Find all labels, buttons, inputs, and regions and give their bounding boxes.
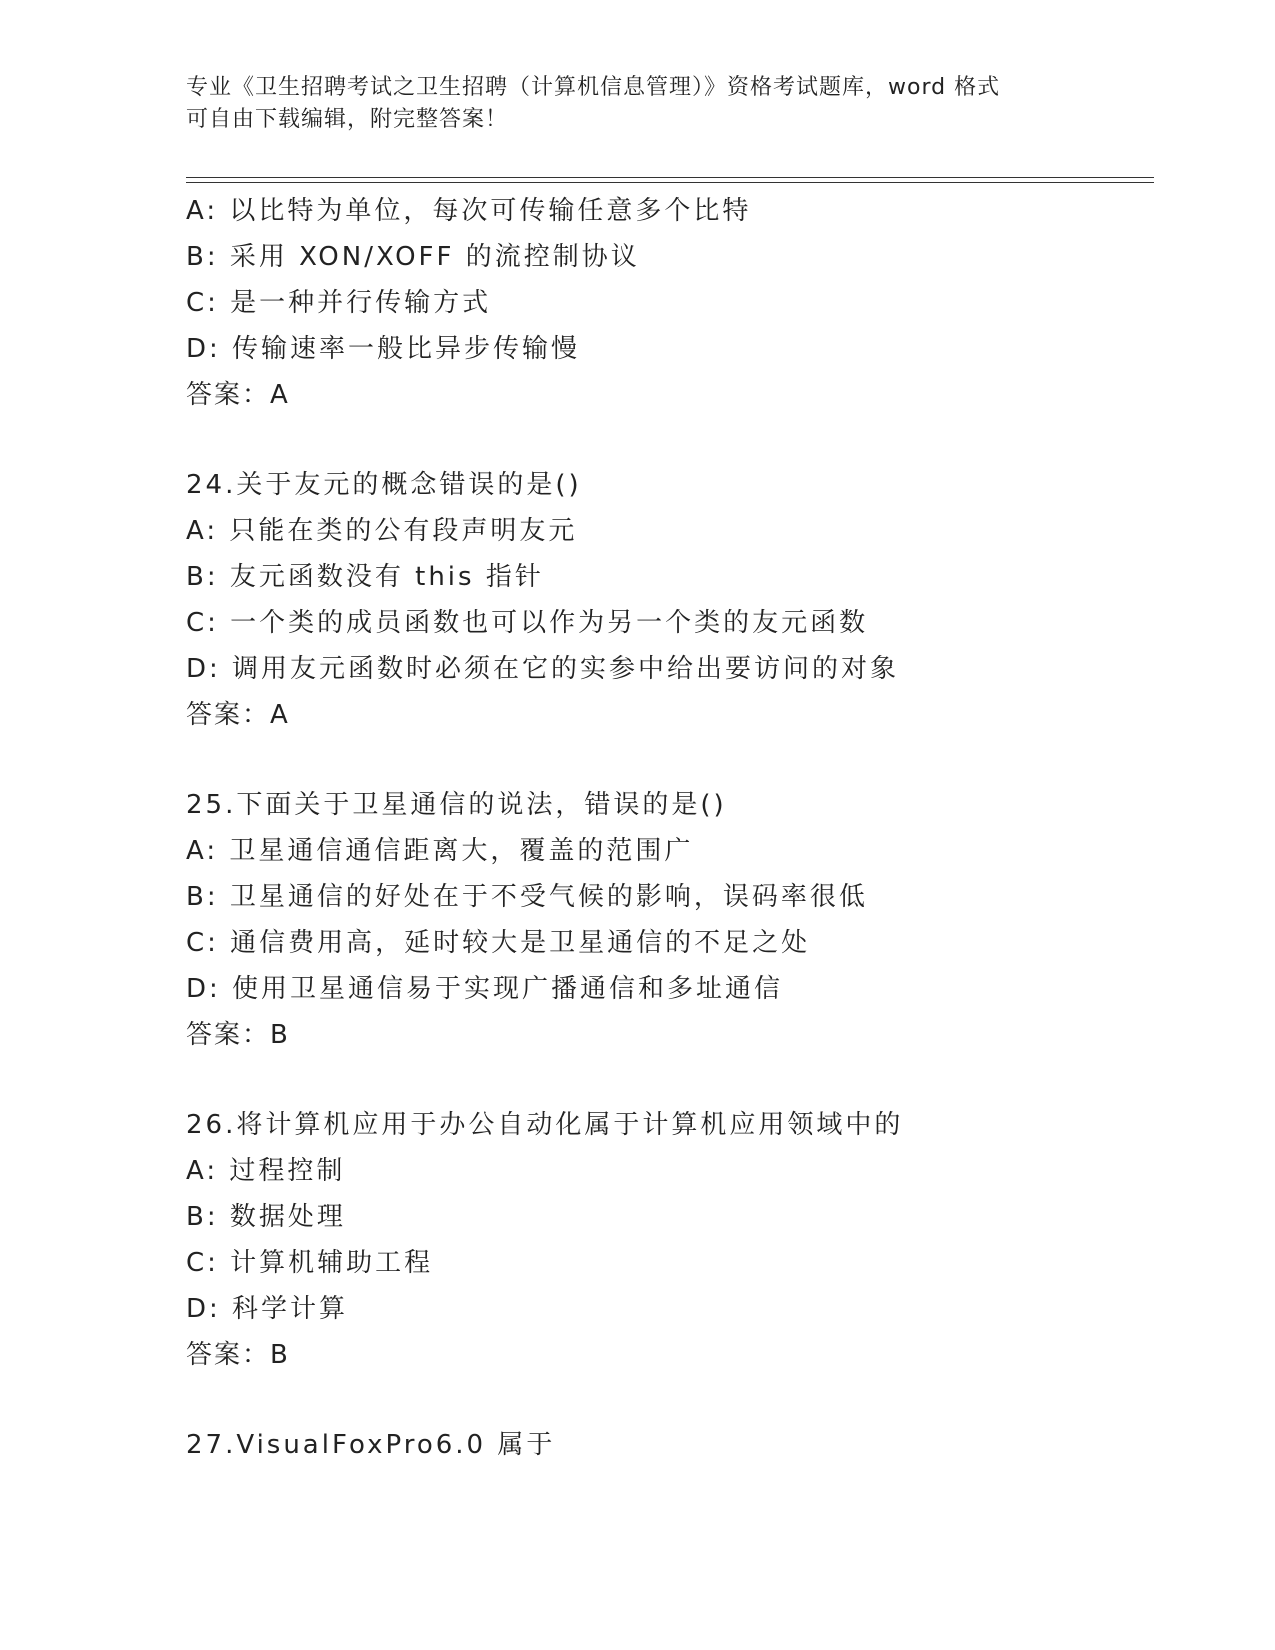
option-b: B: 友元函数没有 this 指针 — [186, 562, 544, 592]
question-block-25 — [186, 782, 1166, 1058]
header-line-2: 可自由下载编辑，附完整答案！ — [186, 107, 509, 132]
option-c: C: 计算机辅助工程 — [186, 1248, 434, 1278]
option-a: A: 卫星通信通信距离大，覆盖的范围广 — [186, 836, 694, 866]
option-c: C: 通信费用高，延时较大是卫星通信的不足之处 — [186, 928, 811, 958]
option-b: B: 数据处理 — [186, 1202, 346, 1232]
option-d: D: 调用友元函数时必须在它的实参中给出要访问的对象 — [186, 654, 900, 684]
header-rule-top — [186, 177, 1154, 178]
answer-line: 答案：B — [186, 1020, 290, 1050]
spacer — [186, 418, 1166, 462]
option-d: D: 传输速率一般比异步传输慢 — [186, 334, 581, 364]
spacer — [186, 1058, 1166, 1102]
question-block-23 — [186, 188, 1166, 418]
answer-line: 答案：A — [186, 380, 290, 410]
spacer — [186, 1378, 1166, 1422]
question-block-24 — [186, 462, 1166, 738]
option-d: D: 科学计算 — [186, 1294, 349, 1324]
question-block-27 — [186, 1422, 1166, 1468]
option-c: C: 一个类的成员函数也可以作为另一个类的友元函数 — [186, 608, 869, 638]
question-text: 26.将计算机应用于办公自动化属于计算机应用领域中的 — [186, 1110, 904, 1140]
header-rule-bottom — [186, 182, 1154, 183]
option-d: D: 使用卫星通信易于实现广播通信和多址通信 — [186, 974, 784, 1004]
header-line-1: 专业《卫生招聘考试之卫生招聘（计算机信息管理）》资格考试题库，word 格式 — [186, 75, 1001, 100]
option-a: A: 只能在类的公有段声明友元 — [186, 516, 578, 546]
question-block-26 — [186, 1102, 1166, 1378]
question-text: 24.关于友元的概念错误的是() — [186, 470, 582, 500]
option-a: A: 以比特为单位，每次可传输任意多个比特 — [186, 196, 752, 226]
option-b: B: 卫星通信的好处在于不受气候的影响，误码率很低 — [186, 882, 868, 912]
question-text: 25.下面关于卫星通信的说法，错误的是() — [186, 790, 727, 820]
answer-line: 答案：A — [186, 700, 290, 730]
document-header — [186, 72, 1066, 136]
option-c: C: 是一种并行传输方式 — [186, 288, 492, 318]
spacer — [186, 738, 1166, 782]
question-text: 27.VisualFoxPro6.0 属于 — [186, 1430, 556, 1460]
question-list — [186, 188, 1166, 1468]
answer-line: 答案：B — [186, 1340, 290, 1370]
option-b: B: 采用 XON/XOFF 的流控制协议 — [186, 242, 640, 272]
option-a: A: 过程控制 — [186, 1156, 346, 1186]
